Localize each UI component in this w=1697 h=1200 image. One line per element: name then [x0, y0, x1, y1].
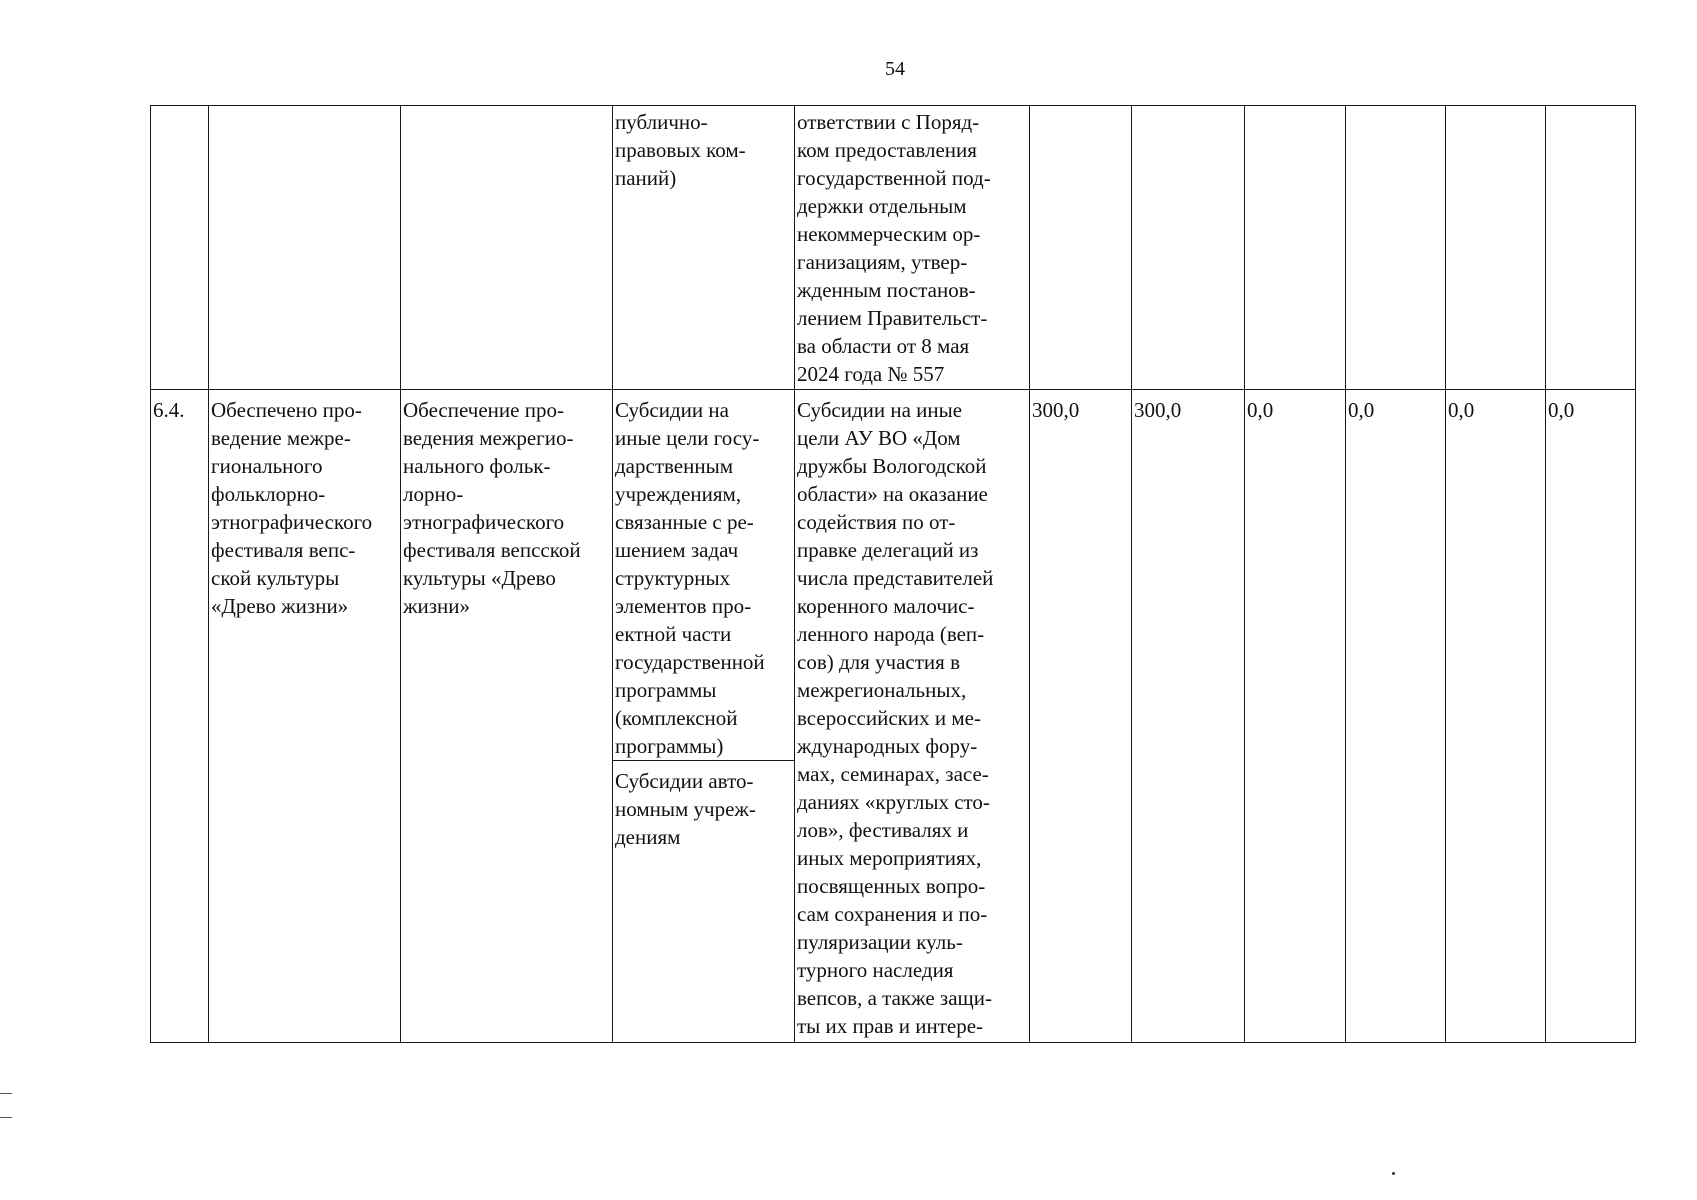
cell-value: 300,0	[1132, 390, 1245, 1043]
cell-event: Обеспечение про- ведения межрегио- нального фольк- лорно- этнографического фестиваля вепсской культуры «Древо жизни»	[401, 390, 613, 1043]
budget-table	[150, 105, 1636, 1043]
cell-value: 0,0	[1346, 390, 1446, 1043]
cell-event	[401, 106, 613, 390]
cell-number: 6.4.	[151, 390, 209, 1043]
cell-description: ответствии с Поряд- ком предоставления государственной под- держки отдельным некоммерческим ор- ганизациям, утвер- жденным постанов- лением Правительст- ва области от 8 мая 2024 года № 557	[795, 106, 1030, 390]
cell-number	[151, 106, 209, 390]
cell-value	[1030, 106, 1132, 390]
cell-expense-type	[613, 390, 795, 1043]
cell-expense-type: публично- правовых ком- паний)	[613, 106, 795, 390]
cell-value	[1446, 106, 1546, 390]
cell-value	[1346, 106, 1446, 390]
cell-value: 0,0	[1446, 390, 1546, 1043]
cell-value	[1546, 106, 1636, 390]
table-row-continuation	[151, 106, 1636, 390]
scan-margin-mark	[0, 1093, 12, 1094]
cell-value: 0,0	[1245, 390, 1346, 1043]
scan-speck	[1392, 1172, 1395, 1175]
expense-type-2: Субсидии авто- номным учреж- дениям	[613, 760, 794, 851]
cell-value: 300,0	[1030, 390, 1132, 1043]
cell-description: Субсидии на иные цели АУ ВО «Дом дружбы Вологодской области» на оказание содействия по от- правке делегаций из числа представителей коренного малочис- ленного народа (веп- сов) для участия в межрегиональных, всероссийских и ме- ждународных фору- мах, семинарах, засе- даниях «круглых сто- лов», фестивалях и иных мероприятиях, посвященных вопро- сам сохранения и по- пуляризации куль- турного наследия вепсов, а также защи- ты их прав и интере-	[795, 390, 1030, 1043]
page-number: 54	[885, 58, 905, 80]
scan-margin-mark	[0, 1117, 12, 1118]
expense-type-1: Субсидии на иные цели госу- дарственным учреждениям, связанные с ре- шением задач структурных элементов про- ектной части государственной программы (комплексной программы)	[615, 398, 765, 758]
cell-value: 0,0	[1546, 390, 1636, 1043]
table-row-6-4	[151, 390, 1636, 1043]
cell-value	[1132, 106, 1245, 390]
cell-result: Обеспечено про- ведение межре- гионального фольклорно- этнографического фестиваля вепс- ской культуры «Древо жизни»	[209, 390, 401, 1043]
cell-result	[209, 106, 401, 390]
cell-value	[1245, 106, 1346, 390]
